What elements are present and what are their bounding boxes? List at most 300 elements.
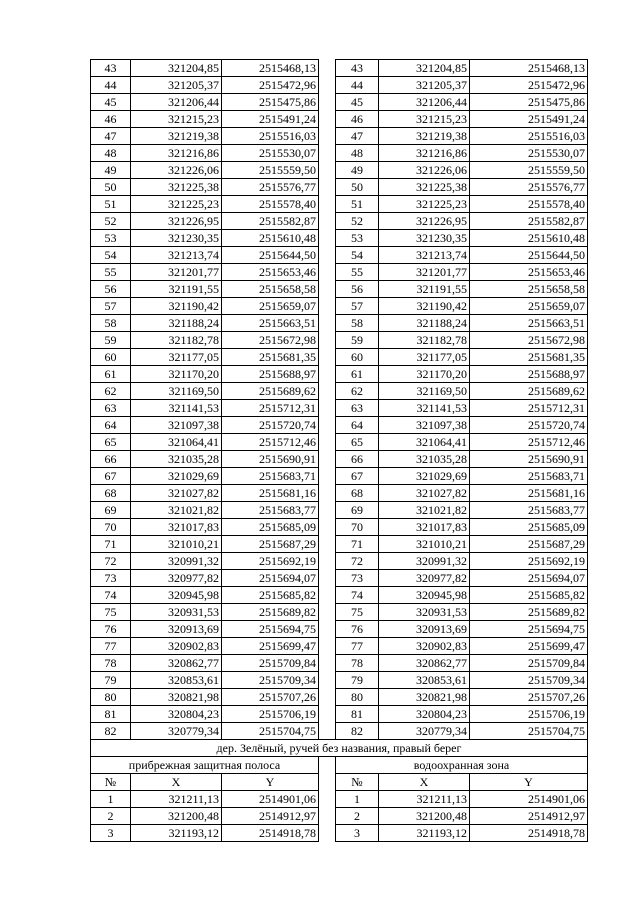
right-point-number: 58 xyxy=(336,315,379,332)
left-y-value: 2515688,97 xyxy=(222,366,319,383)
right-point-number: 76 xyxy=(336,621,379,638)
column-gap xyxy=(319,383,336,400)
right-y-value: 2515685,82 xyxy=(470,587,588,604)
left-x-value: 320853,61 xyxy=(131,672,222,689)
left-point-number: 62 xyxy=(91,383,131,400)
right-point-number: 51 xyxy=(336,196,379,213)
right-y-value: 2515582,87 xyxy=(470,213,588,230)
table-row xyxy=(91,264,588,281)
right-point-number: 46 xyxy=(336,111,379,128)
column-gap xyxy=(319,145,336,162)
left-point-number: 76 xyxy=(91,621,131,638)
left-point-number: 71 xyxy=(91,536,131,553)
left-point-number: 54 xyxy=(91,247,131,264)
table-row xyxy=(91,417,588,434)
table-row xyxy=(91,77,588,94)
column-gap xyxy=(319,655,336,672)
zone-row xyxy=(91,757,588,774)
column-gap xyxy=(319,689,336,706)
left-y-value: 2515689,82 xyxy=(222,604,319,621)
table-row xyxy=(91,723,588,740)
table-row xyxy=(91,485,588,502)
right-x-value: 320931,53 xyxy=(379,604,470,621)
left-x-value: 321021,82 xyxy=(131,502,222,519)
left-point-number: 59 xyxy=(91,332,131,349)
right-y-header: Y xyxy=(470,774,588,791)
right-point-number: 62 xyxy=(336,383,379,400)
right-point-number: 79 xyxy=(336,672,379,689)
left-point-number: 67 xyxy=(91,468,131,485)
left-point-number: 75 xyxy=(91,604,131,621)
right-point-number: 47 xyxy=(336,128,379,145)
table-row xyxy=(91,230,588,247)
column-gap xyxy=(319,825,336,842)
right-point-number: 81 xyxy=(336,706,379,723)
left-x-value: 321193,12 xyxy=(131,825,222,842)
right-y-value: 2515692,19 xyxy=(470,553,588,570)
right-x-value: 321017,83 xyxy=(379,519,470,536)
table-row xyxy=(91,162,588,179)
left-y-value: 2515704,75 xyxy=(222,723,319,740)
left-y-value: 2515690,91 xyxy=(222,451,319,468)
left-x-value: 321226,95 xyxy=(131,213,222,230)
right-y-value: 2515530,07 xyxy=(470,145,588,162)
left-point-number: 1 xyxy=(91,791,131,808)
left-y-value: 2515685,09 xyxy=(222,519,319,536)
right-y-value: 2514901,06 xyxy=(470,791,588,808)
right-x-value: 320853,61 xyxy=(379,672,470,689)
right-x-value: 320977,82 xyxy=(379,570,470,587)
left-x-value: 321097,38 xyxy=(131,417,222,434)
right-point-number: 66 xyxy=(336,451,379,468)
left-point-number: 79 xyxy=(91,672,131,689)
right-y-value: 2515663,51 xyxy=(470,315,588,332)
column-gap xyxy=(319,179,336,196)
column-gap xyxy=(319,111,336,128)
left-x-value: 321219,38 xyxy=(131,128,222,145)
left-x-value: 321029,69 xyxy=(131,468,222,485)
left-point-number: 3 xyxy=(91,825,131,842)
table-row xyxy=(91,298,588,315)
column-gap xyxy=(319,264,336,281)
left-point-number: 51 xyxy=(91,196,131,213)
left-y-value: 2515653,46 xyxy=(222,264,319,281)
right-point-number: 56 xyxy=(336,281,379,298)
right-x-value: 321204,85 xyxy=(379,60,470,77)
right-x-value: 321226,06 xyxy=(379,162,470,179)
right-y-value: 2515689,82 xyxy=(470,604,588,621)
left-x-value: 321206,44 xyxy=(131,94,222,111)
right-x-value: 321190,42 xyxy=(379,298,470,315)
left-x-value: 321188,24 xyxy=(131,315,222,332)
table-row xyxy=(91,213,588,230)
left-y-value: 2515659,07 xyxy=(222,298,319,315)
left-y-value: 2515709,84 xyxy=(222,655,319,672)
right-y-value: 2515681,35 xyxy=(470,349,588,366)
right-x-value: 321225,23 xyxy=(379,196,470,213)
table-row xyxy=(91,383,588,400)
left-point-number: 58 xyxy=(91,315,131,332)
column-gap xyxy=(319,434,336,451)
left-x-value: 321182,78 xyxy=(131,332,222,349)
column-gap xyxy=(319,128,336,145)
right-x-value: 321230,35 xyxy=(379,230,470,247)
right-y-value: 2515690,91 xyxy=(470,451,588,468)
right-y-value: 2515720,74 xyxy=(470,417,588,434)
table-row xyxy=(91,247,588,264)
right-x-value: 320779,34 xyxy=(379,723,470,740)
left-point-number: 2 xyxy=(91,808,131,825)
left-x-value: 321230,35 xyxy=(131,230,222,247)
left-x-value: 320945,98 xyxy=(131,587,222,604)
left-point-number: 82 xyxy=(91,723,131,740)
table-row xyxy=(91,60,588,77)
left-point-number: 74 xyxy=(91,587,131,604)
column-gap xyxy=(319,757,336,774)
right-point-number: 3 xyxy=(336,825,379,842)
right-y-value: 2515709,84 xyxy=(470,655,588,672)
left-num-header: № xyxy=(91,774,131,791)
left-point-number: 50 xyxy=(91,179,131,196)
right-num-header: № xyxy=(336,774,379,791)
right-x-value: 321027,82 xyxy=(379,485,470,502)
right-y-value: 2515491,24 xyxy=(470,111,588,128)
left-x-value: 320779,34 xyxy=(131,723,222,740)
right-point-number: 64 xyxy=(336,417,379,434)
right-y-value: 2515672,98 xyxy=(470,332,588,349)
left-x-value: 320862,77 xyxy=(131,655,222,672)
right-x-value: 321010,21 xyxy=(379,536,470,553)
left-x-value: 321170,20 xyxy=(131,366,222,383)
left-x-value: 321017,83 xyxy=(131,519,222,536)
column-gap xyxy=(319,94,336,111)
right-point-number: 78 xyxy=(336,655,379,672)
left-y-value: 2515720,74 xyxy=(222,417,319,434)
table-row xyxy=(91,94,588,111)
left-y-value: 2514912,97 xyxy=(222,808,319,825)
left-point-number: 78 xyxy=(91,655,131,672)
left-point-number: 61 xyxy=(91,366,131,383)
table-row xyxy=(91,332,588,349)
right-point-number: 74 xyxy=(336,587,379,604)
zone-coordinates-body xyxy=(91,791,588,842)
left-x-value: 320977,82 xyxy=(131,570,222,587)
right-y-value: 2515576,77 xyxy=(470,179,588,196)
table-row xyxy=(91,706,588,723)
right-y-value: 2515644,50 xyxy=(470,247,588,264)
column-gap xyxy=(319,553,336,570)
left-point-number: 48 xyxy=(91,145,131,162)
right-x-value: 321201,77 xyxy=(379,264,470,281)
header-row xyxy=(91,774,588,791)
left-y-value: 2514918,78 xyxy=(222,825,319,842)
right-x-value: 321064,41 xyxy=(379,434,470,451)
column-gap xyxy=(319,672,336,689)
right-y-value: 2515694,75 xyxy=(470,621,588,638)
left-y-value: 2515694,07 xyxy=(222,570,319,587)
right-point-number: 80 xyxy=(336,689,379,706)
right-y-value: 2515709,34 xyxy=(470,672,588,689)
column-gap xyxy=(319,519,336,536)
right-x-value: 320862,77 xyxy=(379,655,470,672)
right-point-number: 60 xyxy=(336,349,379,366)
right-point-number: 73 xyxy=(336,570,379,587)
left-point-number: 63 xyxy=(91,400,131,417)
right-y-value: 2515689,62 xyxy=(470,383,588,400)
right-point-number: 53 xyxy=(336,230,379,247)
column-gap xyxy=(319,230,336,247)
right-point-number: 77 xyxy=(336,638,379,655)
column-gap xyxy=(319,502,336,519)
left-x-value: 321191,55 xyxy=(131,281,222,298)
table-row xyxy=(91,689,588,706)
left-y-value: 2515582,87 xyxy=(222,213,319,230)
left-x-header: X xyxy=(131,774,222,791)
right-zone-title: водоохранная зона xyxy=(336,757,588,774)
right-x-value: 321206,44 xyxy=(379,94,470,111)
table-row xyxy=(91,451,588,468)
left-y-value: 2515610,48 xyxy=(222,230,319,247)
left-y-value: 2515687,29 xyxy=(222,536,319,553)
right-point-number: 50 xyxy=(336,179,379,196)
column-gap xyxy=(319,791,336,808)
left-point-number: 53 xyxy=(91,230,131,247)
left-x-value: 320821,98 xyxy=(131,689,222,706)
section-block xyxy=(91,740,588,791)
column-gap xyxy=(319,60,336,77)
left-point-number: 69 xyxy=(91,502,131,519)
left-y-value: 2515712,31 xyxy=(222,400,319,417)
right-x-value: 320991,32 xyxy=(379,553,470,570)
column-gap xyxy=(319,485,336,502)
table-row xyxy=(91,587,588,604)
right-x-value: 321177,05 xyxy=(379,349,470,366)
table-row xyxy=(91,281,588,298)
table-row xyxy=(91,128,588,145)
right-y-value: 2515658,58 xyxy=(470,281,588,298)
right-x-value: 321205,37 xyxy=(379,77,470,94)
left-y-value: 2515712,46 xyxy=(222,434,319,451)
right-point-number: 52 xyxy=(336,213,379,230)
column-gap xyxy=(319,706,336,723)
right-y-value: 2515688,97 xyxy=(470,366,588,383)
left-point-number: 46 xyxy=(91,111,131,128)
left-y-value: 2515672,98 xyxy=(222,332,319,349)
left-y-value: 2515559,50 xyxy=(222,162,319,179)
right-point-number: 68 xyxy=(336,485,379,502)
right-x-value: 321211,13 xyxy=(379,791,470,808)
left-y-value: 2515475,86 xyxy=(222,94,319,111)
left-x-value: 321226,06 xyxy=(131,162,222,179)
right-point-number: 44 xyxy=(336,77,379,94)
left-point-number: 66 xyxy=(91,451,131,468)
left-x-value: 321205,37 xyxy=(131,77,222,94)
right-x-value: 321021,82 xyxy=(379,502,470,519)
right-y-value: 2515683,71 xyxy=(470,468,588,485)
right-y-value: 2515578,40 xyxy=(470,196,588,213)
left-point-number: 81 xyxy=(91,706,131,723)
table-row xyxy=(91,638,588,655)
column-gap xyxy=(319,587,336,604)
left-x-value: 321213,74 xyxy=(131,247,222,264)
table-row xyxy=(91,111,588,128)
left-y-value: 2515685,82 xyxy=(222,587,319,604)
table-row xyxy=(91,434,588,451)
column-gap xyxy=(319,451,336,468)
column-gap xyxy=(319,162,336,179)
right-x-value: 321225,38 xyxy=(379,179,470,196)
table-row xyxy=(91,791,588,808)
table-row xyxy=(91,621,588,638)
column-gap xyxy=(319,570,336,587)
column-gap xyxy=(319,213,336,230)
column-gap xyxy=(319,77,336,94)
right-y-value: 2515472,96 xyxy=(470,77,588,94)
right-point-number: 59 xyxy=(336,332,379,349)
left-x-value: 321215,23 xyxy=(131,111,222,128)
table-row xyxy=(91,502,588,519)
left-point-number: 70 xyxy=(91,519,131,536)
left-x-value: 321064,41 xyxy=(131,434,222,451)
right-point-number: 72 xyxy=(336,553,379,570)
left-point-number: 52 xyxy=(91,213,131,230)
right-x-value: 321188,24 xyxy=(379,315,470,332)
left-point-number: 45 xyxy=(91,94,131,111)
left-y-value: 2514901,06 xyxy=(222,791,319,808)
left-x-value: 321027,82 xyxy=(131,485,222,502)
table-row xyxy=(91,825,588,842)
left-x-value: 320913,69 xyxy=(131,621,222,638)
left-x-value: 321204,85 xyxy=(131,60,222,77)
right-y-value: 2515706,19 xyxy=(470,706,588,723)
right-x-header: X xyxy=(379,774,470,791)
left-y-value: 2515530,07 xyxy=(222,145,319,162)
left-x-value: 321201,77 xyxy=(131,264,222,281)
left-x-value: 320991,32 xyxy=(131,553,222,570)
left-x-value: 321200,48 xyxy=(131,808,222,825)
right-point-number: 65 xyxy=(336,434,379,451)
left-y-value: 2515516,03 xyxy=(222,128,319,145)
right-y-value: 2515653,46 xyxy=(470,264,588,281)
right-point-number: 45 xyxy=(336,94,379,111)
right-point-number: 55 xyxy=(336,264,379,281)
left-x-value: 321141,53 xyxy=(131,400,222,417)
right-point-number: 2 xyxy=(336,808,379,825)
right-y-value: 2515559,50 xyxy=(470,162,588,179)
right-point-number: 70 xyxy=(336,519,379,536)
left-x-value: 320804,23 xyxy=(131,706,222,723)
left-point-number: 44 xyxy=(91,77,131,94)
table-row xyxy=(91,553,588,570)
right-x-value: 321193,12 xyxy=(379,825,470,842)
left-y-value: 2515689,62 xyxy=(222,383,319,400)
left-y-value: 2515576,77 xyxy=(222,179,319,196)
right-point-number: 48 xyxy=(336,145,379,162)
table-row xyxy=(91,808,588,825)
column-gap xyxy=(319,723,336,740)
right-point-number: 75 xyxy=(336,604,379,621)
column-gap xyxy=(319,621,336,638)
right-y-value: 2515687,29 xyxy=(470,536,588,553)
right-y-value: 2515712,46 xyxy=(470,434,588,451)
right-x-value: 321200,48 xyxy=(379,808,470,825)
left-y-value: 2515694,75 xyxy=(222,621,319,638)
left-point-number: 56 xyxy=(91,281,131,298)
right-x-value: 321035,28 xyxy=(379,451,470,468)
right-point-number: 61 xyxy=(336,366,379,383)
left-y-value: 2515491,24 xyxy=(222,111,319,128)
table-row xyxy=(91,519,588,536)
column-gap xyxy=(319,417,336,434)
right-x-value: 321215,23 xyxy=(379,111,470,128)
right-point-number: 63 xyxy=(336,400,379,417)
left-x-value: 321225,23 xyxy=(131,196,222,213)
left-y-value: 2515683,77 xyxy=(222,502,319,519)
right-y-value: 2515475,86 xyxy=(470,94,588,111)
right-x-value: 320913,69 xyxy=(379,621,470,638)
right-x-value: 321216,86 xyxy=(379,145,470,162)
coordinates-body xyxy=(91,60,588,740)
right-x-value: 321213,74 xyxy=(379,247,470,264)
right-x-value: 321141,53 xyxy=(379,400,470,417)
table-row xyxy=(91,196,588,213)
right-point-number: 67 xyxy=(336,468,379,485)
column-gap xyxy=(319,366,336,383)
right-y-value: 2515683,77 xyxy=(470,502,588,519)
table-row xyxy=(91,366,588,383)
column-gap xyxy=(319,332,336,349)
table-row xyxy=(91,570,588,587)
right-point-number: 49 xyxy=(336,162,379,179)
table-row xyxy=(91,145,588,162)
left-x-value: 320902,83 xyxy=(131,638,222,655)
right-x-value: 321097,38 xyxy=(379,417,470,434)
right-y-value: 2515712,31 xyxy=(470,400,588,417)
left-point-number: 65 xyxy=(91,434,131,451)
column-gap xyxy=(319,281,336,298)
column-gap xyxy=(319,638,336,655)
right-x-value: 321219,38 xyxy=(379,128,470,145)
right-x-value: 321029,69 xyxy=(379,468,470,485)
right-x-value: 320945,98 xyxy=(379,587,470,604)
right-point-number: 54 xyxy=(336,247,379,264)
left-point-number: 64 xyxy=(91,417,131,434)
left-x-value: 320931,53 xyxy=(131,604,222,621)
coordinates-table xyxy=(90,59,588,842)
right-x-value: 321182,78 xyxy=(379,332,470,349)
table-row xyxy=(91,468,588,485)
right-y-value: 2515699,47 xyxy=(470,638,588,655)
left-point-number: 43 xyxy=(91,60,131,77)
section-title: дер. Зелёный, ручей без названия, правый берег xyxy=(91,740,588,757)
right-point-number: 71 xyxy=(336,536,379,553)
table-row xyxy=(91,672,588,689)
right-y-value: 2515685,09 xyxy=(470,519,588,536)
left-x-value: 321010,21 xyxy=(131,536,222,553)
left-y-value: 2515681,16 xyxy=(222,485,319,502)
right-y-value: 2515704,75 xyxy=(470,723,588,740)
right-y-value: 2515516,03 xyxy=(470,128,588,145)
column-gap xyxy=(319,604,336,621)
column-gap xyxy=(319,196,336,213)
left-y-value: 2515644,50 xyxy=(222,247,319,264)
table-row xyxy=(91,315,588,332)
column-gap xyxy=(319,774,336,791)
right-y-value: 2515694,07 xyxy=(470,570,588,587)
left-point-number: 57 xyxy=(91,298,131,315)
left-zone-title: прибрежная защитная полоса xyxy=(91,757,319,774)
column-gap xyxy=(319,247,336,264)
